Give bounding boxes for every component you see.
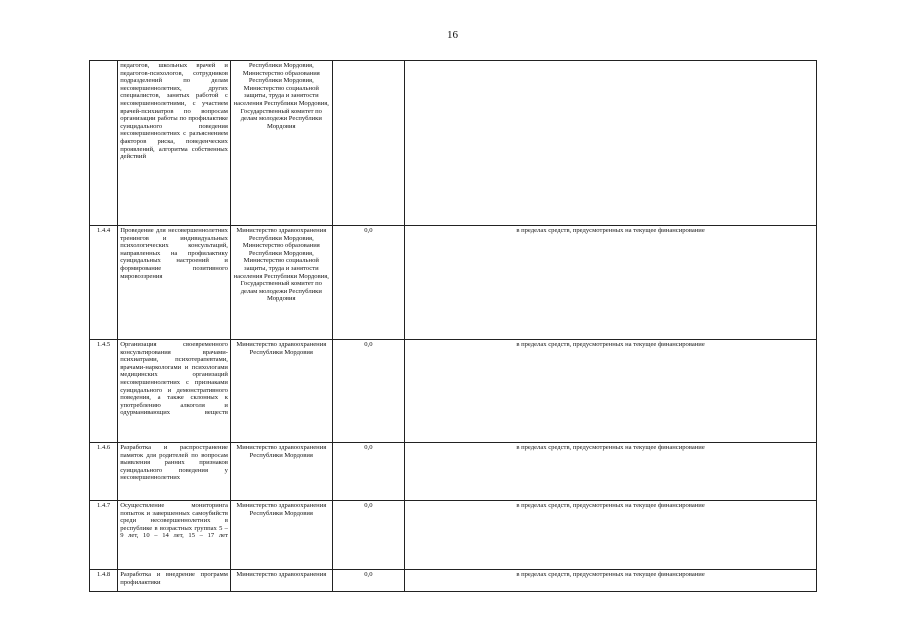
item-funding: в пределах средств, предусмотренных на текущее финансирование bbox=[405, 340, 817, 443]
item-number bbox=[90, 61, 118, 226]
item-number: 1.4.5 bbox=[90, 340, 118, 443]
item-executors: Министерство здравоохранения Республики Мордовия, Министерство образования Республики Мордовия, Министерство социальной защиты, труда и занятости населения Республики Мордовия, Государственный комитет по делам молодежи Республики Мордовия bbox=[230, 226, 332, 340]
item-number: 1.4.4 bbox=[90, 226, 118, 340]
item-funding bbox=[405, 61, 817, 226]
item-funding: в пределах средств, предусмотренных на текущее финансирование bbox=[405, 501, 817, 570]
item-amount: 0,0 bbox=[332, 340, 404, 443]
item-amount bbox=[332, 61, 404, 226]
item-executors: Министерство здравоохранения Республики Мордовия bbox=[230, 501, 332, 570]
item-amount: 0,0 bbox=[332, 570, 404, 592]
table-row bbox=[90, 501, 817, 570]
item-number: 1.4.6 bbox=[90, 443, 118, 501]
item-funding: в пределах средств, предусмотренных на текущее финансирование bbox=[405, 570, 817, 592]
item-number: 1.4.7 bbox=[90, 501, 118, 570]
item-description: Осуществление мониторинга попыток и завершенных самоубийств среди несовершеннолетних в республике в возрастных группах 5 – 9 лет, 10 – 14 лет, 15 – 17 лет bbox=[118, 501, 231, 570]
item-funding: в пределах средств, предусмотренных на текущее финансирование bbox=[405, 226, 817, 340]
item-executors: Республики Мордовия, Министерство образования Республики Мордовия, Министерство социальной защиты, труда и занятости населения Республики Мордовия, Государственный комитет по делам молодежи Республики Мордовия bbox=[230, 61, 332, 226]
item-description: Разработка и внедрение программ профилактики bbox=[118, 570, 231, 592]
page-number: 16 bbox=[447, 29, 458, 41]
table-row bbox=[90, 61, 817, 226]
item-number: 1.4.8 bbox=[90, 570, 118, 592]
item-executors: Министерство здравоохранения Республики Мордовия bbox=[230, 340, 332, 443]
item-description: педагогов, школьных врачей и педагогов-психологов, сотрудников подразделений по делам несовершеннолетних, других специалистов, занятых работой с несовершеннолетними, с участием врачей-психиатров по вопросам организации работы по профилактике суицидального поведения несовершеннолетних с разъяснением факторов риска, поведенческих проявлений, алгоритма собственных действий bbox=[118, 61, 231, 226]
item-description: Проведение для несовершеннолетних тренингов и индивидуальных психологических консультаций, направленных на профилактику суицидальных настроений и формирование позитивного мировоззрения bbox=[118, 226, 231, 340]
item-amount: 0,0 bbox=[332, 443, 404, 501]
table-row bbox=[90, 443, 817, 501]
measures-table bbox=[89, 60, 817, 592]
item-executors: Министерство здравоохранения bbox=[230, 570, 332, 592]
item-funding: в пределах средств, предусмотренных на текущее финансирование bbox=[405, 443, 817, 501]
item-description: Организация своевременного консультирования врачами-психиатрами, психотерапевтами, врачами-наркологами и психологами медицинских организаций несовершеннолетних с признаками суицидального и демонстративного поведения, а также склонных к употреблению алкоголя и одурманивающих веществ bbox=[118, 340, 231, 443]
item-executors: Министерство здравоохранения Республики Мордовия bbox=[230, 443, 332, 501]
item-amount: 0,0 bbox=[332, 501, 404, 570]
item-amount: 0,0 bbox=[332, 226, 404, 340]
table-row bbox=[90, 340, 817, 443]
table-row bbox=[90, 570, 817, 592]
table-row bbox=[90, 226, 817, 340]
item-description: Разработка и распространение памяток для родителей по вопросам выявления ранних признаков суицидального поведения у несовершеннолетних bbox=[118, 443, 231, 501]
